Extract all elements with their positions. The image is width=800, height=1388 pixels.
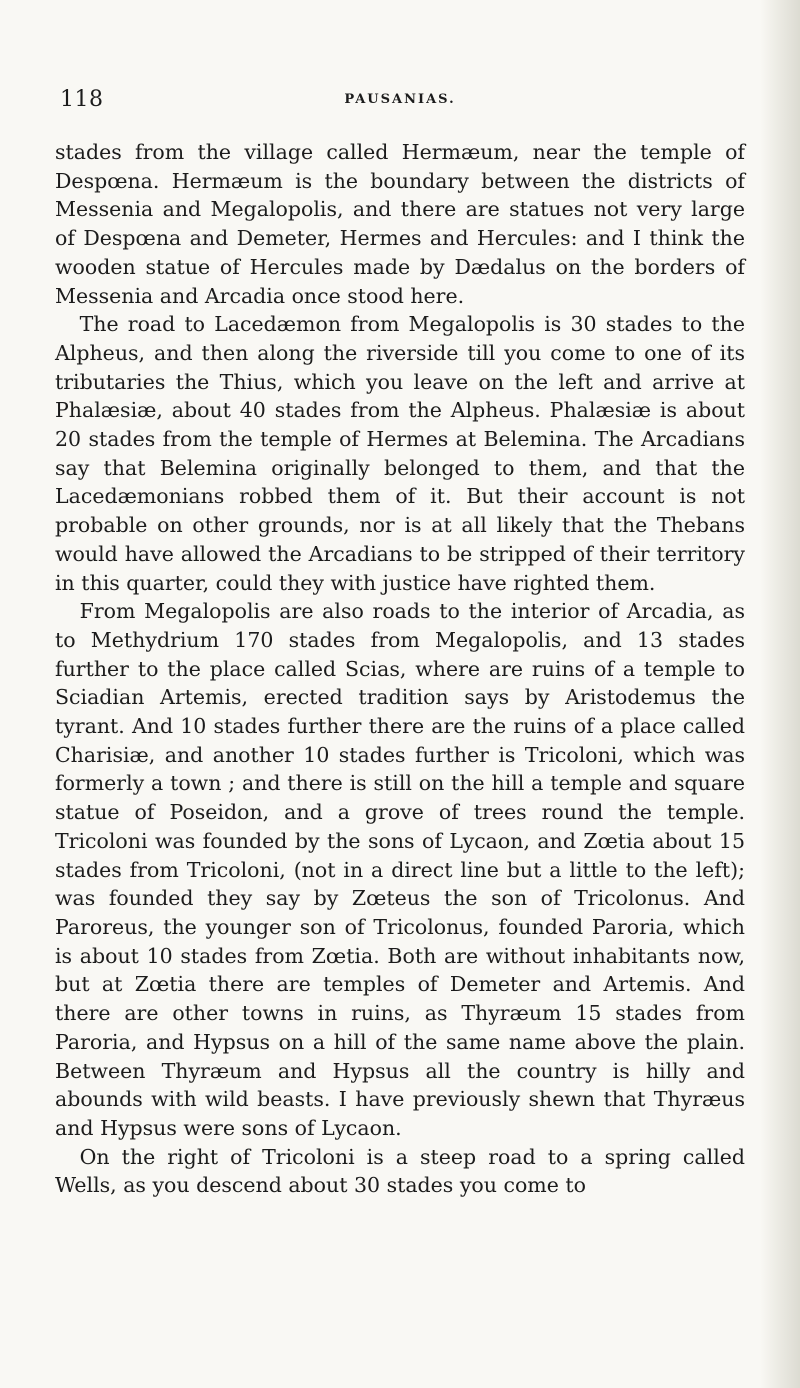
page-header <box>50 85 750 115</box>
page-edge-shadow <box>760 0 800 1388</box>
paragraph: On the right of Tricoloni is a steep road to a spring called Wells, as you descend about 30 stades you come to <box>55 1144 745 1198</box>
running-head: PAUSANIAS. <box>344 92 456 107</box>
paragraph: stades from the village called Hermæum, near the temple of Despœna. Hermæum is the boundary between the districts of Messenia and Megalopolis, and there are statues not very large of Despœna and Demeter, Hermes and Hercules: and I think the wooden statue of Hercules made by Dædalus on the borders of Messenia and Arcadia once stood here. <box>55 140 745 308</box>
paragraph: From Megalopolis are also roads to the interior of Arcadia, as to Methydrium 170 stades from Megalopolis, and 13 stades further to the place called Scias, where are ruins of a temple to Sciadian Artemis, erected tradition says by Aristodemus the tyrant. And 10 stades further there are the ruins of a place called Charisiæ, and another 10 stades further is Tricoloni, which was formerly a town ; and there is still on the hill a temple and square statue of Poseidon, and a grove of trees round the temple. Tricoloni was founded by the sons of Lycaon, and Zœtia about 15 stades from Tricoloni, (not in a direct line but a little to the left); was founded they say by Zœteus the son of Tricolonus. And Paroreus, the younger son of Tricolonus, founded Paroria, which is about 10 stades from Zœtia. Both are without inhabitants now, but at Zœtia there are temples of Demeter and Artemis. And there are other towns in ruins, as Thyræum 15 stades from Paroria, and Hypsus on a hill of the same name above the plain. Between Thyræum and Hypsus all the country is hilly and abounds with wild beasts. I have previously shewn that Thyræus and Hypsus were sons of Lycaon. <box>55 599 745 1140</box>
paragraph: The road to Lacedæmon from Megalopolis is 30 stades to the Alpheus, and then along the riverside till you come to one of its tributaries the Thius, which you leave on the left and arrive at Phalæsiæ, about 40 stades from the Alpheus. Phalæsiæ is about 20 stades from the temple of Hermes at Belemina. The Arcadians say that Belemina originally belonged to them, and that the Lacedæmonians robbed them of it. But their account is not probable on other grounds, nor is at all likely that the Thebans would have allowed the Arcadians to be stripped of their territory in this quarter, could they with justice have righted them. <box>55 312 745 595</box>
body-text <box>55 138 745 1200</box>
page-number: 118 <box>60 87 104 112</box>
